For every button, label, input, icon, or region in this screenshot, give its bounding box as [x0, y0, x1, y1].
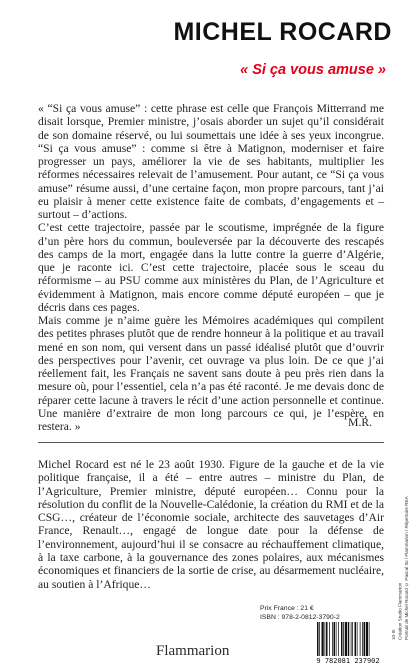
blurb-paragraph-1: « “Si ça vous amuse” : cette phrase est celle que François Mitterrand me disait lorsque, Premier ministre, j’osais aborder un sujet qu’il considérait de son domaine réservé, ou lui soumettais une idée à ses yeux incongrue. “Si ça vous amuse” : comme si être à Matignon, moderniser et faire progresser un pays, améliorer la vie de ses habitants, multiplier les réformes nécessaires relevait de l’amusement. Pour autant, ce “Si ça vous amuse” résume aussi, d’une certaine façon, mon propre parcours, tant j’ai eu plaisir à mener cette existence faite de combats, d’engagements et – surtout – d’actions.: [38, 102, 384, 221]
barcode-bar: [369, 622, 370, 656]
book-subtitle: « Si ça vous amuse »: [240, 62, 386, 78]
barcode-bar: [322, 622, 324, 656]
divider: [38, 442, 384, 443]
author-name: MICHEL ROCARD: [173, 18, 392, 46]
credits-studio: Création Studio Flammarion: [397, 582, 403, 640]
barcode-bar: [329, 622, 330, 656]
barcode-bar: [317, 622, 319, 656]
isbn: ISBN : 978-2-0812-3790-2: [260, 614, 340, 621]
barcode-bar: [364, 622, 366, 656]
barcode-bar: [343, 622, 344, 656]
barcode-bar: [334, 622, 336, 656]
blurb: [38, 102, 384, 433]
author-bio: Michel Rocard est né le 23 août 1930. Figure de la gauche et de la vie politique française, il a été – entre autres – ministre du Plan, de l’Agriculture, Premier ministre, député européen… Connu pour la résolution du conflit de la Nouvelle-Calédonie, la création du RMI et de la CSG…, créateur de l’économie sociale, architecte des sauvetages d’Air France, Renault…, engagé de longue date pour la défense de l’environnement, aujourd’hui il se consacre au réchauffement climatique, à la taxe carbone, à la gouvernance des zones polaires, aux mécanismes économiques et financiers de la sortie de crise, au désarmement nucléaire, au soutien à l’Afrique…: [38, 458, 384, 591]
barcode-bar: [332, 622, 333, 656]
barcode-bar: [336, 622, 337, 656]
blurb-paragraph-2: C’est cette trajectoire, passée par le scoutisme, imprégnée de la figure d’un père hors du commun, bouleversée par la découverte des rescapés des camps de la mort, engagée dans la lutte contre la guerre d’Algérie, que je raconte ici. C’est cette trajectoire, placée sous le sceau du réformisme – au PSU comme aux ministères du Plan, de l’Agriculture et évidemment à Matignon, mais encore comme député européen – que je décris dans ces pages.: [38, 221, 384, 314]
barcode-bar: [352, 622, 353, 656]
barcode-bar: [325, 622, 326, 656]
barcode-bar: [360, 622, 361, 656]
credits-code: 10-III: [391, 629, 396, 640]
barcode-bar: [362, 622, 363, 656]
credits-vertical: [391, 474, 413, 640]
barcode-bar: [357, 622, 358, 656]
barcode-icon: [316, 622, 390, 656]
price: Prix France : 21 €: [260, 605, 314, 612]
barcode-bar: [351, 622, 352, 656]
barcode-number: 9 782081 237902: [316, 657, 380, 665]
credits-photo: Portrait de Michel Rocard © Pascal Ito / Flammarion / Répertoire REA: [404, 496, 409, 640]
blurb-signature: M.R.: [348, 416, 372, 429]
barcode-bar: [366, 622, 368, 656]
barcode-bar: [319, 622, 320, 656]
price-block: [260, 604, 390, 622]
barcode-bar: [338, 622, 339, 656]
barcode-bar: [345, 622, 347, 656]
barcode-bar: [348, 622, 350, 656]
barcode-bar: [355, 622, 357, 656]
barcode-bar: [341, 622, 343, 656]
publisher-logo: Flammarion: [156, 643, 230, 659]
blurb-paragraph-3: Mais comme je n’aime guère les Mémoires académiques qui compilent des petites phrases plutôt que de rendre honneur à la politique et au travail mené en son nom, qui versent dans un passé idéalisé plutôt que d’ouvrir des perspectives pour l’avenir, cet ouvrage va plus loin. De ce que j’ai réellement fait, les Français ne savent sans doute à peu près rien dans la mesure où, pour l’essentiel, cela n’a pas été raconté. Je me devais donc de réparer cette lacune à travers le récit d’une action personnelle et continue. Une manière d’extraire de mon long parcours ce qui, je l’espère, en restera. »: [38, 314, 384, 433]
barcode-bar: [326, 622, 328, 656]
